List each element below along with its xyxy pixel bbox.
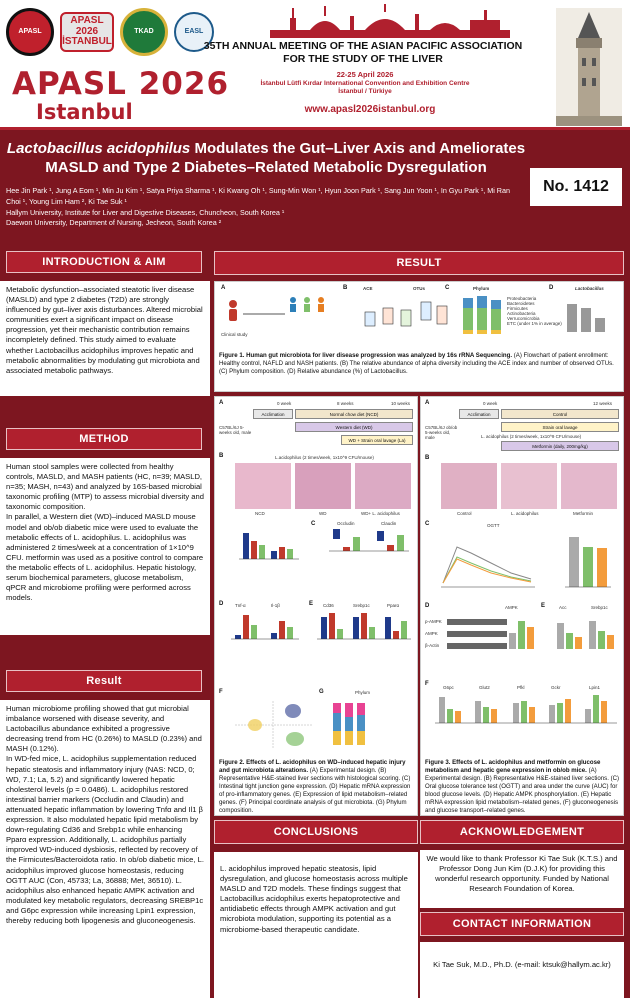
meeting-line-1: 35TH ANNUAL MEETING OF THE ASIAN PACIFIC ASSOCIATION [203,40,523,52]
result-header: RESULT [214,251,624,275]
dates-line-2: İstanbul Lütfi Kırdar International Convention and Exhibition Centre [260,79,470,87]
fig2-gene-claudin: Claudin [381,521,397,526]
logo-c-text: TKAD [134,28,154,36]
fig3-blot-actin: β-Actin [425,643,440,648]
fig3-acclimation: Acclimation [459,409,499,419]
fig2-group-la: WD+ L. acidophilus [361,511,400,516]
fig2-gene-tnf: Tnf-α [235,603,246,608]
fig2-acclimation: Acclimation [253,409,293,419]
fig3-gene-gckr: Gckr [551,685,561,690]
fig2-pcoa-phylum [215,697,419,753]
ack-header: ACKNOWLEDGEMENT [420,820,624,844]
fig3-label-b: B [425,455,430,461]
fig3-charts [421,523,625,753]
result-text-1: Human microbiome profiling showed that gut microbial imbalance worsened with disease severity, and Lactobacillus abundance exhibited a progressive decreasing trend from HC (0.26%) to MASLD (0.23%) and MASH (0.12%). [6,704,202,754]
fig3-metformin-bar: Metformin (daily, 200mg/kg) [501,441,619,451]
fig1-caption-title: Figure 1. Human gut microbiota for liver disease progression was analyzed by 16s rRNA Sequencing. [219,352,513,359]
fig1-legend-4: Verrucomicrobia [507,316,540,321]
author-list: Hee Jin Park ¹, Jung A Eom ¹, Min Ju Kim ¹, Satya Priya Sharma ¹, Ki Kwang Oh ¹, Sung-Min Won ¹, Hyun Joon Park ¹, Sang Jun Yoon ¹, In Gyu Park ¹, Mi Ran Choi ¹, Young Lim Ham ², Ki Tae Suk ¹ [6,186,510,206]
fig2-label-e: E [309,601,314,607]
fig2-histology-wd [295,463,351,509]
fig3-strain-bar: Strain oral lavage [501,422,619,432]
fig3-group-control: Control [457,511,472,516]
fig2-label-a: A [219,400,224,406]
fig2-mouse: C57BL/6J 5-weeks old, male [219,425,252,435]
galata-tower-icon [556,8,622,126]
fig3-blot-ampk: AMPK [425,631,438,636]
fig2-label-d: D [219,601,224,607]
dates-line-3: İstanbul / Türkiye [338,88,392,96]
intro-text: Metabolic dysfunction–associated steatotic liver disease (MASLD) and type 2 diabetes (T2D) are strongly influenced by gut–liver axis disturbances. Altered microbial communities exert a significant impact on disease progression, yet their mechanistic contribution remains incompletely defined. This study aimed to evaluate whether Lactobacillus acidophilus improves hepatic and metabolic abnormalities by modulating gut microbiota and associated metabolic pathways. [6,285,203,375]
fig3-gene-acc: Acc [559,605,567,610]
fig2-histology-la [355,463,411,509]
logo-d-text: EASL [184,28,204,36]
figure-1 [214,281,624,392]
fig2-bar-charts [215,517,419,677]
logo-b-text: APASL 2026 İSTANBUL [62,15,112,48]
contact-header: CONTACT INFORMATION [420,912,624,936]
fig2-dose: L.acidophilus (2 times/week, 1x10^9 CFU/mouse) [275,455,374,460]
dates-line-1: 22-25 April 2026 [336,70,394,79]
fig2-caption [219,759,415,814]
ack-panel [420,850,624,908]
fig2-group-wd: WD [319,511,327,516]
fig3-caption [425,759,621,814]
fig3-histology-la [501,463,557,509]
fig1-label-d: D [549,285,554,291]
fig1-label-c: C [445,285,450,291]
fig3-caption-body: (A) Experimental design. (B) Representative H&E-stained liver sections. (C) Oral glucose tolerance test (OGTT) and area under the curve (AUC) for blood glucose levels. (D) Hepatic AMPK phosphorylation. (E) Hepatic mRNA expression lipid metabolism–related genes, (F) gluconeogenesis and glucose transport–related genes. [425,766,620,814]
method-header: METHOD [6,428,202,450]
fig2-gene-cd36: Cd36 [323,603,334,608]
intro-header: INTRODUCTION & AIM [6,251,202,273]
fig2-caption-body: (A) Experimental design. (B) Representative H&E-stained liver sections with histological scoring. (C) Intestinal tight junction gene expression. (D) Hepatic mRNA expression of pro-inflammatory genes. (E) Expression of lipid metabolism–related genes. (F) Principal coordinate analysis of gut microbiota. (G) Phylum composition. [219,766,411,814]
fig3-week-12: 12 weeks [593,401,613,406]
fig3-week-0: 0 week [483,401,498,406]
contact-text[interactable]: Ki Tae Suk, M.D., Ph.D. (e-mail: ktsuk@hallym.ac.kr) [433,960,611,969]
logo-a-text: APASL [18,28,42,36]
title-rest: Modulates the Gut–Liver Axis and Ameliorates [190,140,526,157]
fig1-legend [507,296,562,326]
fig1-lacto-label: Lactobacillus [575,286,604,291]
fig2-week-10: 10 weeks [391,401,411,406]
fig2-label-c: C [311,521,316,527]
fig2-ncd-bar: Normal chow diet (NCD) [295,409,413,419]
fig2-wd-strain-bar: WD + Strain oral lavage (La) [341,435,413,445]
fig3-label-c: C [425,521,430,527]
apasl-city: Istanbul [36,100,133,124]
fig3-gene-srebp1c: Srebp1c [591,605,608,610]
fig3-label-e: E [541,603,546,609]
fig3-gene-glut2: Glut2 [479,685,490,690]
result-text-2: In WD-fed mice, L. acidophilus supplementation reduced hepatic steatosis and inflammatory injury (NAS: NCD, 0; WD, 7.1; La, 5.2) and significantly lowered hepatic cholesterol levels (p = 0.0486). L. acidophilus restored intestinal barrier markers (Occludin and Claudin) and attenuated hepatic inflammation by lowering Tnfα and Il1 β expression. It also modulated hepatic lipid metabolism by down-regulating Cd36 and Srebp1c while enhancing Pparα expression. Additionally, L. acidophilus partially improved WD-induced dysbiosis, reflected by recovery of the Firmicutes/Bacteroidota ratio. In ob/ob diabetic mice, L. acidophilus improved glucose homeostasis, reducing OGTT AUC (Con, 45733; La, 36888; Met, 36510). L. acidophilus also enhanced hepatic AMPK activation and modulated key metabolic regulators, decreasing SREBP1c and G6pc expression while increasing Lpin1 expression, thereby reducing both lipogenesis and gluconeogenesis. [6,754,204,925]
fig2-label-b: B [219,453,224,459]
fig2-caption-title: Figure 2. Effects of L. acidophilus on WD–induced hepatic injury and gut microbiota alterations. [219,759,406,774]
title-line-2: MASLD and Type 2 Diabetes–Related Metabolic Dysregulation [45,158,487,176]
figure-2 [214,396,418,816]
conclusions-text: L. acidophilus improved hepatic steatosis, lipid dysregulation, and glucose homeostasis across multiple MASLD and T2D models. These findings suggest that Lactobacillus acidophilus exerts hepatoprotective and antidiabetic effects through AMPK activation and gut microbiota modulation, supporting its potential as a microbiome-based therapeutic candidate. [220,864,408,934]
contact-panel [420,942,624,998]
intro-panel [0,281,210,396]
apasl-istanbul-logo [60,12,114,52]
apasl-logo [6,8,54,56]
ack-text: We would like to thank Professor Ki Tae Suk (K.T.S.) and Professor Dong Jun Kim (D.J.K) for providing this wonderful research opportunity. Funded by National Research Foundation of Korea. [426,854,618,894]
fig1-caption [219,352,621,376]
conclusions-header: CONCLUSIONS [214,820,418,844]
title-species: Lactobacillus acidophilus [6,140,191,157]
fig3-ampk-title: AMPK [505,605,518,610]
author-block [6,186,526,229]
fig1-legend-0: Proteobacteria [507,296,537,301]
fig3-control-bar: Control [501,409,619,419]
fig2-gene-occludin: Occludin [337,521,355,526]
fig2-week-0: 0 week [277,401,292,406]
meeting-dates [220,70,510,97]
fig3-label-a: A [425,400,430,406]
fig1-legend-1: Bacteroidetes [507,301,535,306]
fig1-legend-2: Firmicutes [507,306,528,311]
result-left-header: Result [6,670,202,692]
result-left-panel [0,700,210,998]
fig3-mouse: C57BL/6J ob/ob 5-weeks old, male [425,425,458,440]
fig1-legend-3: Actinobacteria [507,311,536,316]
fig1-phylum-label: Phylum [473,286,490,291]
fig2-phylum-title: Phylum [355,690,371,695]
conference-website[interactable]: www.apasl2026istanbul.org [304,104,436,115]
fig3-caption-title: Figure 3. Effects of L. acidophilus and metformin on glucose metabolism and hepatic gene expression in ob/ob mice. [425,759,601,774]
fig2-wd-bar: Western diet (WD) [295,422,413,432]
conclusions-panel [214,852,418,998]
method-text-2: In parallel, a Western diet (WD)–induced MASLD mouse model and ob/ob diabetic mice were used to evaluate the metabolic effects of L. acidophilus. L. acidophilus was administered 2 times/week at a concentration of 1×10^9 CFU. metformin was used as a positive control to compare the metabolic effects of L. acidophilus. Hepatic histology, serum biochemical parameters, glucose metabolism, qPCR and microbiome profiling were performed across models. [6,512,204,603]
fig3-histology-met [561,463,617,509]
fig3-dose: L. acidophilus (2 times/week, 1x10^9 CFU/mouse) [481,434,582,439]
fig3-gene-pfkl: Pfkl [517,685,525,690]
abstract-number: No. 1412 [530,168,622,206]
fig1-ace-label: ACE [363,286,373,291]
turkish-liver-society-logo [120,8,168,56]
meeting-line-2: FOR THE STUDY OF THE LIVER [283,52,443,65]
fig3-blot-p-ampk: p-AMPK [425,619,442,624]
fig2-group-ncd: NCD [255,511,265,516]
fig1-label-b: B [343,285,348,291]
affiliation-1: Hallym University, Institute for Liver and Digestive Diseases, Chuncheon, South Korea ¹ [6,207,285,217]
fig1-legend-5: ETC (under 1% in average) [507,321,562,326]
fig2-label-g: G [319,689,324,695]
title-line-1 [6,140,526,159]
method-panel [0,458,210,635]
fig2-histology-ncd [235,463,291,509]
fig3-ogtt-title: OGTT [487,523,500,528]
fig1-clinical-label: Clinical study [221,332,248,337]
fig1-graphics [215,282,625,352]
fig3-histology-control [441,463,497,509]
fig2-gene-il1b: Il-1β [271,603,280,608]
fig2-gene-ppara: Pparα [387,603,400,608]
fig3-label-f: F [425,681,429,687]
fig3-group-la: L. acidophilus [511,511,539,516]
figure-3 [420,396,624,816]
fig1-caption-body: (A) Flowchart of patient enrollment: Healthy control, NAFLD and NASH patients. (B) The relative abundance of alpha diversity including the ACE index and number of observed OTUs. (C) Phylum composition. (D) Relative abundance (%) of Lactobacillus. [219,352,614,375]
affiliation-2: Daewon University, Department of Nursing, Jecheon, South Korea ² [6,218,222,228]
fig2-week-8: 8 weeks [337,401,354,406]
meeting-title [178,40,548,65]
istanbul-skyline-icon [270,4,510,38]
fig3-group-met: Metformin [573,511,594,516]
fig2-label-f: F [219,689,223,695]
apasl-title: APASL 2026 [12,66,230,102]
fig3-gene-lpin1: Lpin1 [589,685,601,690]
fig3-label-d: D [425,603,430,609]
fig1-label-a: A [221,285,226,291]
fig3-gene-g6pc: G6pc [443,685,454,690]
method-text-1: Human stool samples were collected from healthy controls, MASLD, and MASH patients (HC, n=39; MASLD, n=35; MASH, n=43) and analyzed by 16S-based microbial taxonomic profiling (MTP) to assess microbial diversity and taxonomic composition. [6,462,204,512]
paper-title [6,140,526,178]
fig1-otus-label: OTUs [413,286,426,291]
fig2-gene-srebp1c: Srebp1c [353,603,370,608]
poster-header [0,0,630,130]
